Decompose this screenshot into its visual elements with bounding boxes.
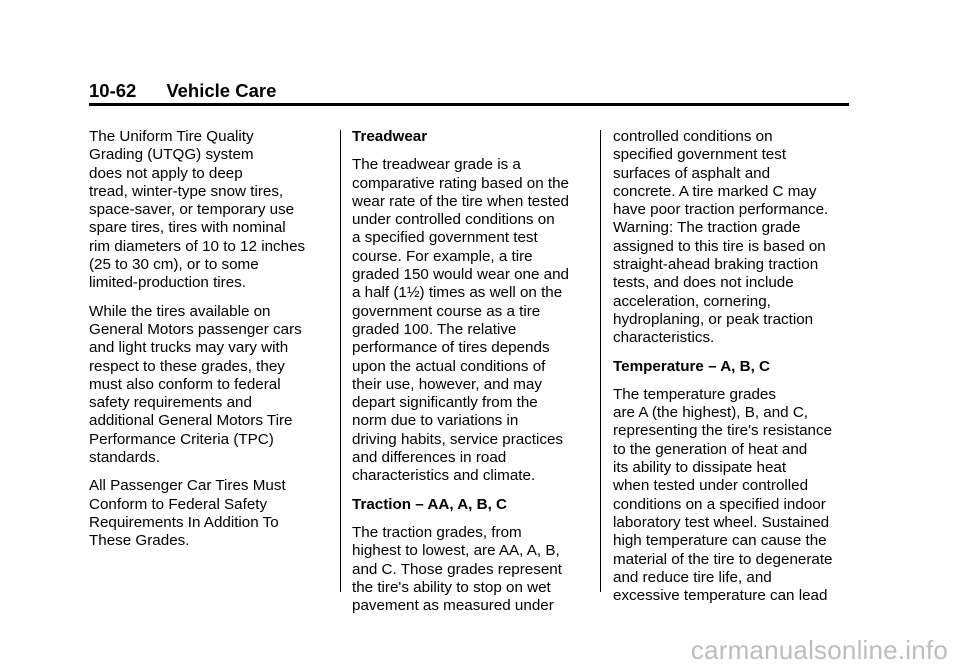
text-line: driving habits, service practices — [352, 430, 564, 448]
text-line: performance of tires depends — [352, 339, 550, 357]
text-line: graded 100. The relative — [352, 320, 517, 338]
text-line: General Motors passenger cars — [89, 320, 302, 338]
text-line: Traction – AA, A, B, C — [352, 495, 507, 513]
text-line: straight-ahead braking traction — [613, 256, 819, 274]
text-line: government course as a tire — [352, 302, 541, 320]
column-2 — [352, 128, 592, 625]
column-3 — [613, 128, 859, 615]
text-line: have poor traction performance. — [613, 201, 829, 219]
text-line: The traction grades, from — [352, 523, 522, 541]
text-line: under controlled conditions on — [352, 211, 555, 229]
text-line: Grading (UTQG) system — [89, 146, 254, 164]
text-line: concrete. A tire marked C may — [613, 182, 817, 200]
text-line: material of the tire to degenerate — [613, 550, 833, 568]
text-line: specified government test — [613, 146, 787, 164]
column-divider-1 — [340, 130, 341, 592]
watermark: carmanualsonline.info — [690, 635, 948, 665]
header-rule — [89, 103, 849, 106]
paragraph — [89, 303, 325, 468]
text-line: Temperature – A, B, C — [613, 357, 770, 375]
text-line: to the generation of heat and — [613, 440, 808, 458]
paragraph — [89, 477, 325, 550]
text-line: Performance Criteria (TPC) — [89, 430, 274, 448]
text-line: tests, and does not include — [613, 274, 794, 292]
text-line: All Passenger Car Tires Must — [89, 477, 286, 495]
text-line: The Uniform Tire Quality — [89, 128, 254, 145]
page-header — [89, 79, 276, 103]
column-1 — [89, 128, 325, 561]
text-line: comparative rating based on the — [352, 174, 569, 192]
text-line: graded 150 would wear one and — [352, 266, 570, 284]
text-line: and differences in road — [352, 449, 507, 467]
section-heading — [352, 128, 592, 146]
text-line: Treadwear — [352, 128, 428, 145]
text-line: hydroplaning, or peak traction — [613, 310, 814, 328]
text-line: limited-production tires. — [89, 274, 246, 292]
text-line: characteristics. — [613, 329, 715, 347]
text-line: Conform to Federal Safety — [89, 495, 268, 513]
text-line: the tire's ability to stop on wet — [352, 578, 551, 596]
text-line: safety requirements and — [89, 394, 252, 412]
paragraph — [352, 156, 592, 485]
paragraph — [352, 524, 592, 615]
section-heading — [613, 358, 859, 376]
paragraph — [89, 128, 325, 293]
text-line: their use, however, and may — [352, 375, 542, 393]
text-line: conditions on a specified indoor — [613, 495, 826, 513]
text-line: rim diameters of 10 to 12 inches — [89, 237, 306, 255]
text-line: norm due to variations in — [352, 412, 519, 430]
text-line: standards. — [89, 449, 160, 467]
text-line: Warning: The traction grade — [613, 219, 801, 237]
text-line: These Grades. — [89, 532, 190, 550]
text-line: upon the actual conditions of — [352, 357, 546, 375]
text-line: The temperature grades — [613, 385, 776, 403]
text-line: assigned to this tire is based on — [613, 237, 826, 255]
text-line: and C. Those grades represent — [352, 560, 562, 578]
text-line: and reduce tire life, and — [613, 568, 772, 586]
text-line: surfaces of asphalt and — [613, 164, 771, 182]
text-line: tread, winter-type snow tires, — [89, 182, 284, 200]
text-line: highest to lowest, are AA, A, B, — [352, 542, 560, 560]
text-line: respect to these grades, they — [89, 357, 285, 375]
text-line: representing the tire's resistance — [613, 422, 833, 440]
text-line: high temperature can cause the — [613, 532, 827, 550]
text-line: The treadwear grade is a — [352, 156, 521, 174]
paragraph — [613, 128, 859, 348]
text-line: depart significantly from the — [352, 394, 538, 412]
text-line: additional General Motors Tire — [89, 412, 293, 430]
column-divider-2 — [600, 130, 601, 592]
text-line: and light trucks may vary with — [89, 339, 289, 357]
text-line: controlled conditions on — [613, 128, 773, 145]
text-line: a specified government test — [352, 229, 538, 247]
text-line: wear rate of the tire when tested — [352, 192, 569, 210]
paragraph — [613, 386, 859, 606]
text-line: excessive temperature can lead — [613, 587, 828, 605]
text-line: when tested under controlled — [613, 477, 809, 495]
text-line: a half (1½) times as well on the — [352, 284, 563, 302]
text-line: must also conform to federal — [89, 375, 281, 393]
text-line: are A (the highest), B, and C, — [613, 404, 809, 422]
section-heading — [352, 496, 592, 514]
text-line: does not apply to deep — [89, 164, 243, 182]
text-line: spare tires, tires with nominal — [89, 219, 286, 237]
text-line: laboratory test wheel. Sustained — [613, 513, 830, 531]
text-line: space-saver, or temporary use — [89, 201, 295, 219]
text-line: acceleration, cornering, — [613, 292, 771, 310]
text-line: While the tires available on — [89, 302, 271, 320]
section-title: Vehicle Care — [166, 80, 277, 101]
text-line: pavement as measured under — [352, 597, 554, 615]
text-line: course. For example, a tire — [352, 247, 533, 265]
text-line: its ability to dissipate heat — [613, 459, 787, 477]
page-number: 10-62 — [89, 80, 137, 101]
text-line: (25 to 30 cm), or to some — [89, 256, 259, 274]
text-line: characteristics and climate. — [352, 467, 536, 485]
text-line: Requirements In Addition To — [89, 513, 279, 531]
